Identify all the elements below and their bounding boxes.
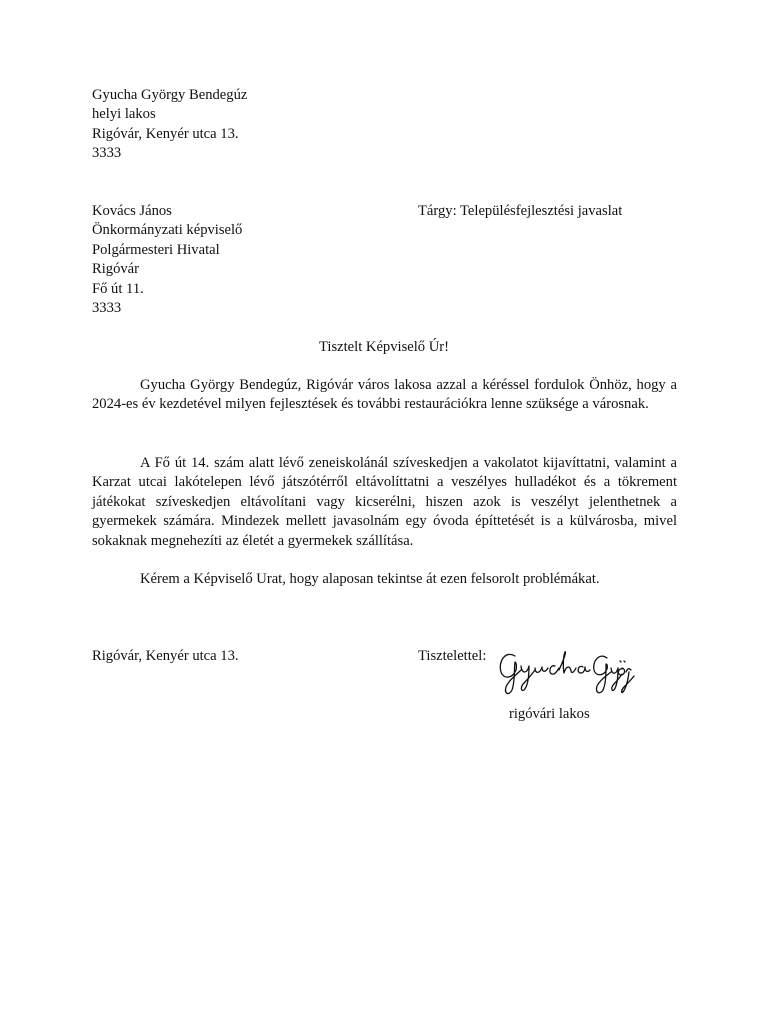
sender-address: Rigóvár, Kenyér utca 13. (92, 125, 239, 142)
closing-place: Rigóvár, Kenyér utca 13. (92, 648, 239, 664)
recipient-address-block (92, 202, 242, 318)
sender-address-block (92, 86, 247, 164)
body-paragraph-3: Kérem a Képviselő Urat, hogy alaposan tekintse át ezen felsorolt problémákat. (140, 571, 600, 587)
recipient-postcode: 3333 (92, 300, 122, 317)
body-paragraph-1: Gyucha György Bendegúz, Rigóvár város lakosa azzal a kéréssel fordulok Önhöz, hogy a 2024-es év kezdetével milyen fejlesztések és további restaurációkra lenne szüksége a városnak. (92, 377, 677, 413)
recipient-office: Polgármesteri Hivatal (92, 241, 220, 258)
recipient-city: Rigóvár (92, 261, 140, 278)
closing-greeting: Tisztelettel: (418, 648, 487, 664)
sender-role: helyi lakos (92, 106, 156, 123)
subject-line: Tárgy: Településfejlesztési javaslat (418, 203, 623, 219)
sender-name: Gyucha György Bendegúz (92, 87, 248, 103)
recipient-name: Kovács János (92, 203, 172, 219)
recipient-role: Önkormányzati képviselő (92, 222, 243, 239)
recipient-street: Fő út 11. (92, 280, 144, 297)
signatory-title: rigóvári lakos (509, 706, 590, 722)
handwritten-signature (495, 640, 637, 702)
salutation: Tisztelt Képviselő Úr! (319, 339, 449, 355)
sender-postcode: 3333 (92, 145, 122, 162)
body-paragraph-2: A Fő út 14. szám alatt lévő zeneiskolánál szíveskedjen a vakolatot kijavíttatni, valamint a Karzat utcai lakótelepen lévő játszótérről eltávolíttatni a veszélyes hulladékot és a tökrement játékokat szíveskedjen eltávolítani vagy kicserélni, hiszen azok is veszélyt jelenthetnek a gyermekek számára. Mindezek mellett javasolnám egy óvoda építtetését is a külvárosba, mivel sokaknak megnehezíti az életét a gyermekek szállítása. (92, 455, 677, 549)
